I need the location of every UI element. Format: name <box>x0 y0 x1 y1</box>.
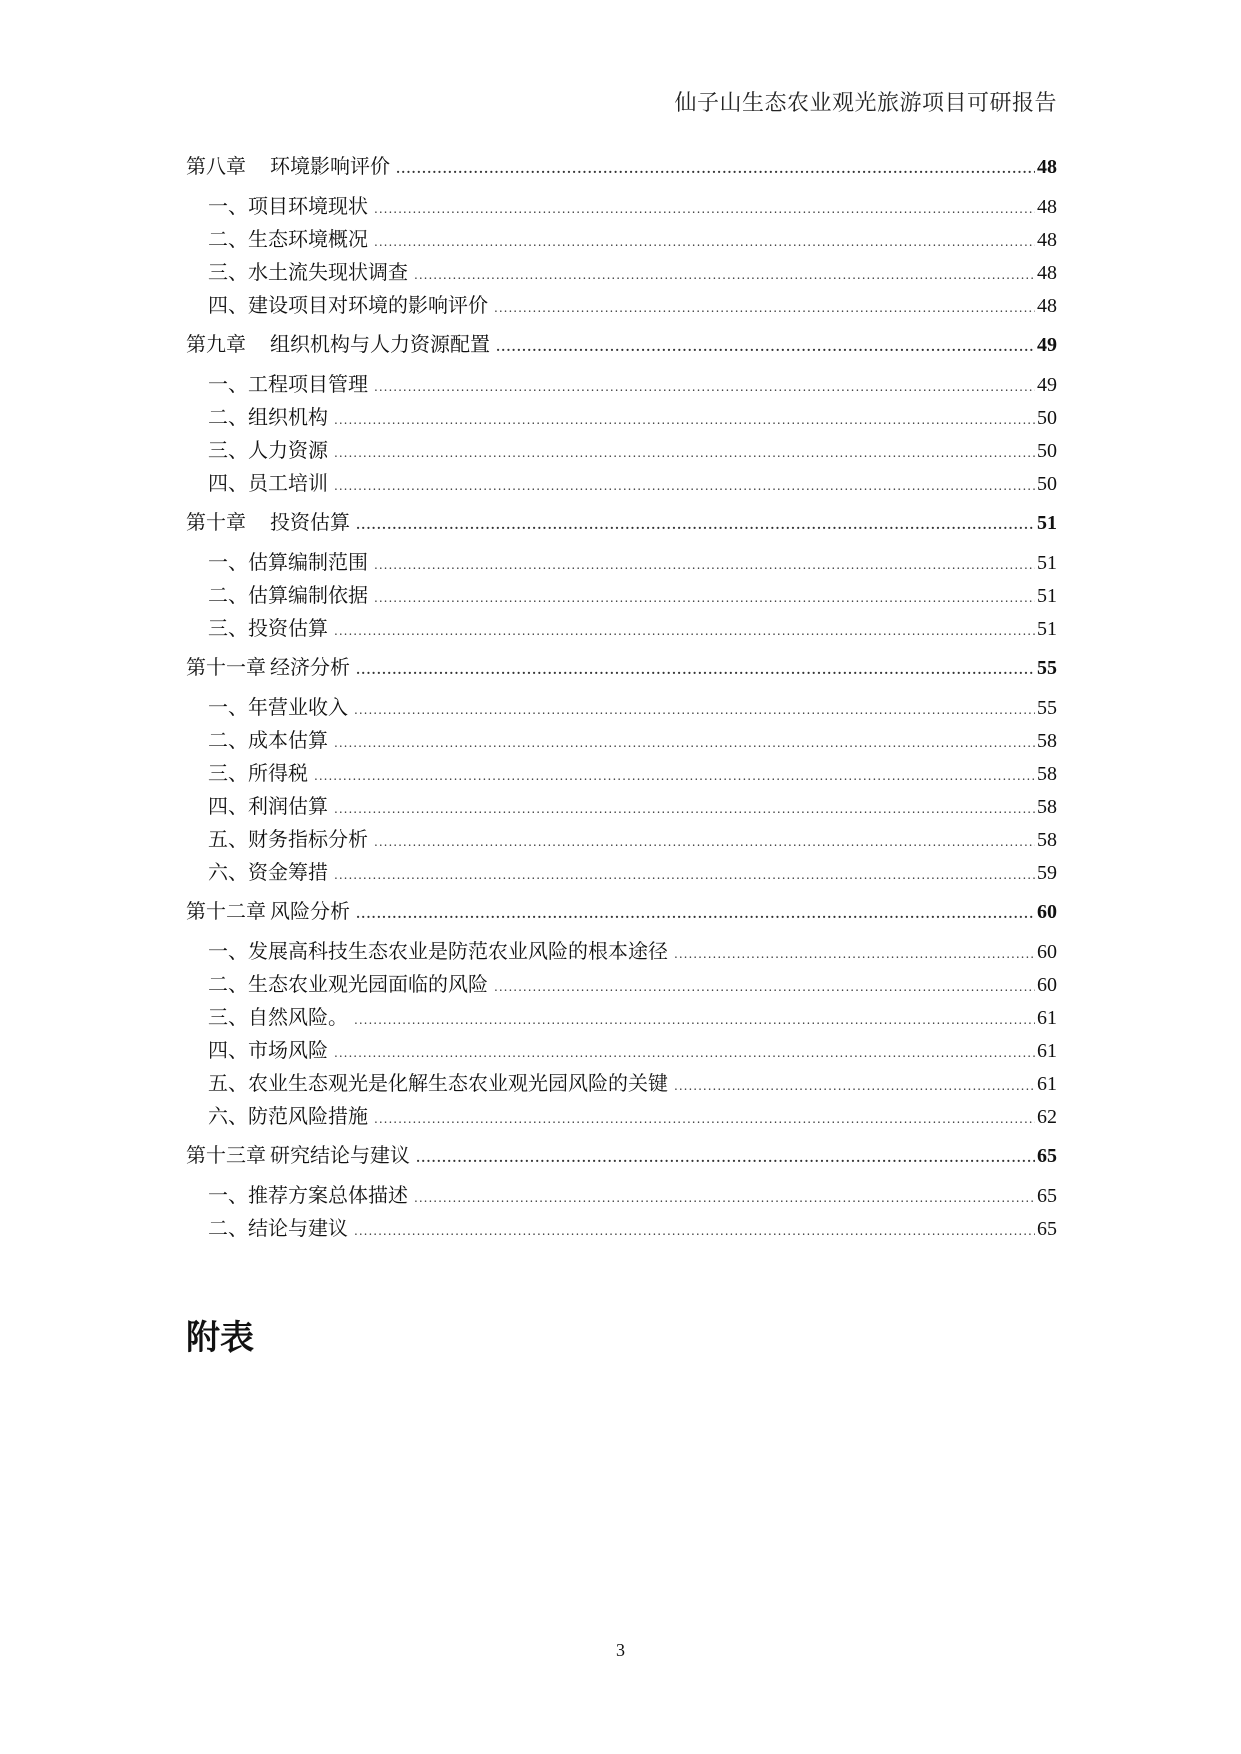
toc-page-number: 60 <box>1037 941 1057 963</box>
toc-entry-label <box>186 1139 410 1168</box>
chapter-title: 研究结论与建议 <box>270 1143 410 1167</box>
toc-page-number: 58 <box>1037 730 1057 752</box>
toc-entry-label: 三、水土流失现状调查 <box>208 260 408 284</box>
toc-entry-label: 六、防范风险措施 <box>208 1104 368 1128</box>
toc-page-number: 48 <box>1037 229 1057 251</box>
appendix-heading: 附表 <box>186 1318 254 1358</box>
toc-entry-label <box>186 895 350 924</box>
toc-section-entry[interactable] <box>186 935 1057 968</box>
toc-entry-label: 一、发展高科技生态农业是防范农业风险的根本途径 <box>208 939 668 963</box>
toc-page-number: 51 <box>1037 585 1057 607</box>
toc-chapter-entry[interactable] <box>186 651 1057 685</box>
toc-page-number: 62 <box>1037 1106 1057 1128</box>
toc-section-entry[interactable] <box>186 856 1057 889</box>
toc-section-entry[interactable] <box>186 368 1057 401</box>
toc-section-entry[interactable] <box>186 823 1057 856</box>
toc-section-entry[interactable] <box>186 790 1057 823</box>
toc-entry-label: 四、利润估算 <box>208 794 328 818</box>
dot-leader <box>374 1112 1035 1126</box>
dot-leader <box>334 736 1035 750</box>
toc-entry-label <box>186 651 350 680</box>
dot-leader <box>396 162 1035 176</box>
toc-page-number: 58 <box>1037 796 1057 818</box>
toc-page-number: 50 <box>1037 407 1057 429</box>
chapter-title: 环境影响评价 <box>270 154 390 178</box>
toc-page-number: 55 <box>1037 657 1057 679</box>
toc-page-number: 50 <box>1037 473 1057 495</box>
toc-entry-label: 三、自然风险。 <box>208 1005 348 1029</box>
toc-entry-label: 四、建设项目对环境的影响评价 <box>208 293 488 317</box>
toc-entry-label <box>186 150 390 179</box>
chapter-title: 组织机构与人力资源配置 <box>270 332 490 356</box>
toc-page-number: 61 <box>1037 1073 1057 1095</box>
toc-entry-label: 五、财务指标分析 <box>208 827 368 851</box>
dot-leader <box>674 947 1035 961</box>
toc-entry-label: 二、组织机构 <box>208 405 328 429</box>
dot-leader <box>314 769 1035 783</box>
dot-leader <box>356 907 1035 921</box>
dot-leader <box>374 202 1035 216</box>
dot-leader <box>334 624 1035 638</box>
dot-leader <box>334 802 1035 816</box>
dot-leader <box>374 591 1035 605</box>
chapter-number: 第十章 <box>186 510 246 534</box>
dot-leader <box>414 1191 1035 1205</box>
dot-leader <box>374 558 1035 572</box>
toc-chapter-entry[interactable] <box>186 506 1057 540</box>
toc-page-number: 48 <box>1037 196 1057 218</box>
toc-section-entry[interactable] <box>186 579 1057 612</box>
dot-leader <box>334 413 1035 427</box>
toc-entry-label: 一、推荐方案总体描述 <box>208 1183 408 1207</box>
toc-page-number: 61 <box>1037 1040 1057 1062</box>
toc-page-number: 51 <box>1037 618 1057 640</box>
toc-section-entry[interactable] <box>186 612 1057 645</box>
toc-entry-label: 一、年营业收入 <box>208 695 348 719</box>
toc-page-number: 58 <box>1037 763 1057 785</box>
toc-entry-label: 三、投资估算 <box>208 616 328 640</box>
toc-section-entry[interactable] <box>186 256 1057 289</box>
dot-leader <box>674 1079 1035 1093</box>
chapter-number: 第十三章 <box>186 1143 266 1167</box>
dot-leader <box>334 1046 1035 1060</box>
dot-leader <box>334 446 1035 460</box>
dot-leader <box>354 1224 1035 1238</box>
toc-entry-label: 二、生态环境概况 <box>208 227 368 251</box>
toc-section-entry[interactable] <box>186 1001 1057 1034</box>
chapter-number: 第十二章 <box>186 899 266 923</box>
toc-entry-label <box>186 328 490 357</box>
chapter-number: 第十一章 <box>186 655 266 679</box>
chapter-number: 第八章 <box>186 154 246 178</box>
toc-section-entry[interactable] <box>186 190 1057 223</box>
toc-page-number: 55 <box>1037 697 1057 719</box>
dot-leader <box>356 518 1035 532</box>
toc-entry-label: 三、所得税 <box>208 761 308 785</box>
toc-chapter-entry[interactable] <box>186 895 1057 929</box>
chapter-number: 第九章 <box>186 332 246 356</box>
table-of-contents <box>186 150 1057 1245</box>
toc-page-number: 61 <box>1037 1007 1057 1029</box>
chapter-title: 风险分析 <box>270 899 350 923</box>
toc-page-number: 50 <box>1037 440 1057 462</box>
toc-section-entry[interactable] <box>186 1212 1057 1245</box>
dot-leader <box>496 340 1035 354</box>
dot-leader <box>334 868 1035 882</box>
toc-entry-label: 二、结论与建议 <box>208 1216 348 1240</box>
toc-section-entry[interactable] <box>186 1034 1057 1067</box>
toc-entry-label: 二、成本估算 <box>208 728 328 752</box>
toc-entry-label: 一、工程项目管理 <box>208 372 368 396</box>
page-number: 3 <box>616 1640 625 1660</box>
dot-leader <box>356 663 1035 677</box>
toc-page-number: 48 <box>1037 262 1057 284</box>
toc-page-number: 60 <box>1037 974 1057 996</box>
chapter-title: 投资估算 <box>270 510 350 534</box>
toc-chapter-entry[interactable] <box>186 328 1057 362</box>
dot-leader <box>354 1013 1035 1027</box>
toc-entry-label: 一、项目环境现状 <box>208 194 368 218</box>
dot-leader <box>414 268 1035 282</box>
toc-page-number: 65 <box>1037 1218 1057 1240</box>
dot-leader <box>374 835 1035 849</box>
toc-entry-label: 一、估算编制范围 <box>208 550 368 574</box>
toc-page-number: 48 <box>1037 295 1057 317</box>
toc-page-number: 65 <box>1037 1145 1057 1167</box>
toc-section-entry[interactable] <box>186 1100 1057 1133</box>
toc-section-entry[interactable] <box>186 289 1057 322</box>
running-header: 仙子山生态农业观光旅游项目可研报告 <box>674 91 1057 116</box>
toc-section-entry[interactable] <box>186 546 1057 579</box>
dot-leader <box>416 1151 1035 1165</box>
toc-section-entry[interactable] <box>186 1067 1057 1100</box>
dot-leader <box>354 703 1035 717</box>
dot-leader <box>494 301 1035 315</box>
toc-section-entry[interactable] <box>186 757 1057 790</box>
dot-leader <box>494 980 1035 994</box>
toc-section-entry[interactable] <box>186 1179 1057 1212</box>
dot-leader <box>374 235 1035 249</box>
toc-chapter-entry[interactable] <box>186 150 1057 184</box>
toc-page-number: 49 <box>1037 374 1057 396</box>
toc-page-number: 48 <box>1037 156 1057 178</box>
toc-section-entry[interactable] <box>186 223 1057 256</box>
toc-section-entry[interactable] <box>186 691 1057 724</box>
toc-page-number: 60 <box>1037 901 1057 923</box>
toc-entry-label: 五、农业生态观光是化解生态农业观光园风险的关键 <box>208 1071 668 1095</box>
toc-section-entry[interactable] <box>186 434 1057 467</box>
toc-section-entry[interactable] <box>186 401 1057 434</box>
toc-entry-label: 四、市场风险 <box>208 1038 328 1062</box>
dot-leader <box>334 479 1035 493</box>
toc-section-entry[interactable] <box>186 724 1057 757</box>
toc-page-number: 51 <box>1037 552 1057 574</box>
toc-entry-label: 二、估算编制依据 <box>208 583 368 607</box>
toc-entry-label: 六、资金筹措 <box>208 860 328 884</box>
chapter-title: 经济分析 <box>270 655 350 679</box>
toc-entry-label <box>186 506 350 535</box>
toc-entry-label: 四、员工培训 <box>208 471 328 495</box>
toc-page-number: 65 <box>1037 1185 1057 1207</box>
toc-page-number: 59 <box>1037 862 1057 884</box>
toc-entry-label: 三、人力资源 <box>208 438 328 462</box>
toc-page-number: 49 <box>1037 334 1057 356</box>
toc-section-entry[interactable] <box>186 467 1057 500</box>
toc-chapter-entry[interactable] <box>186 1139 1057 1173</box>
toc-section-entry[interactable] <box>186 968 1057 1001</box>
dot-leader <box>374 380 1035 394</box>
toc-entry-label: 二、生态农业观光园面临的风险 <box>208 972 488 996</box>
toc-page-number: 58 <box>1037 829 1057 851</box>
toc-page-number: 51 <box>1037 512 1057 534</box>
